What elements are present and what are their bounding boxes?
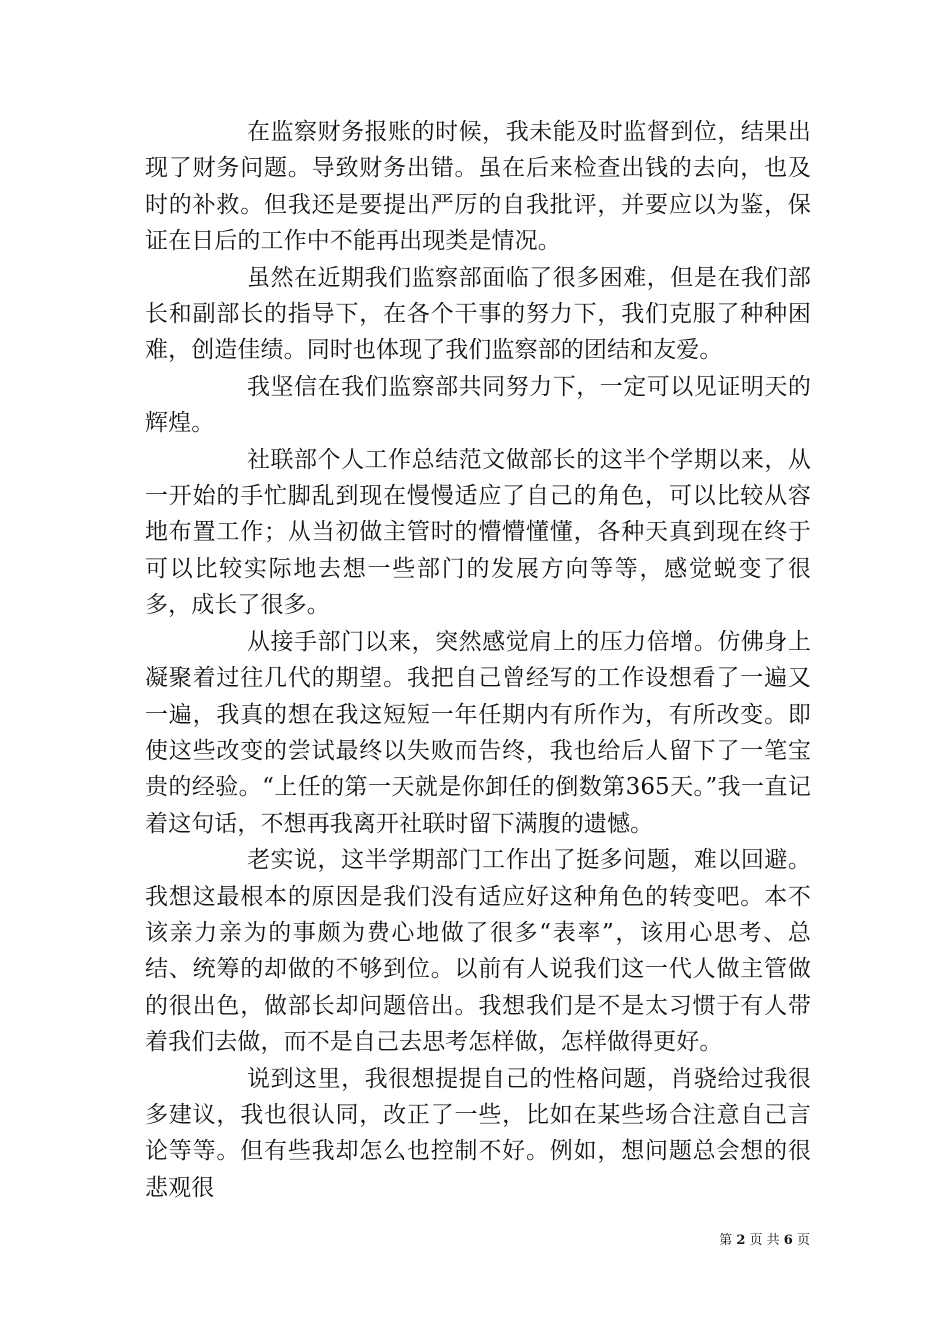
footer-middle: 页 共 bbox=[749, 1233, 780, 1248]
page-number-footer bbox=[700, 1233, 810, 1249]
paragraph: 社联部个人工作总结范文做部长的这半个学期以来，从一开始的手忙脚乱到现在慢慢适应了自己的角色，可以比较从容地布置工作；从当初做主管时的懵懵懂懂，各种天真到现在终于可以比较实际地去想一些部门的发展方向等等，感觉蜕变了很多，成长了很多。 bbox=[145, 446, 811, 619]
total-page-count: 6 bbox=[783, 1233, 793, 1248]
paragraph: 从接手部门以来，突然感觉肩上的压力倍增。仿佛身上凝聚着过往几代的期望。我把自己曾经写的工作设想看了一遍又一遍，我真的想在我这短短一年任期内有所作为，有所改变。即使这些改变的尝试最终以失败而告终，我也给后人留下了一笔宝贵的经验。“上任的第一天就是你卸任的倒数第365天。”我一直记着这句话，不想再我离开社联时留下满腹的遗憾。 bbox=[145, 628, 811, 837]
paragraph: 虽然在近期我们监察部面临了很多困难，但是在我们部长和副部长的指导下，在各个干事的努力下，我们克服了种种困难，创造佳绩。同时也体现了我们监察部的团结和友爱。 bbox=[145, 264, 811, 364]
paragraph: 在监察财务报账的时候，我未能及时监督到位，结果出现了财务问题。导致财务出错。虽在后来检查出钱的去向，也及时的补救。但我还是要提出严厉的自我批评，并要应以为鉴，保证在日后的工作中不能再出现类是情况。 bbox=[145, 119, 811, 255]
current-page-number: 2 bbox=[736, 1233, 746, 1248]
paragraph: 说到这里，我很想提提自己的性格问题，肖骁给过我很多建议，我也很认同，改正了一些，比如在某些场合注意自己言论等等。但有些我却怎么也控制不好。例如，想问题总会想的很悲观很 bbox=[145, 1065, 811, 1201]
footer-prefix: 第 bbox=[719, 1233, 733, 1248]
footer-suffix: 页 bbox=[796, 1233, 810, 1248]
paragraph: 老实说，这半学期部门工作出了挺多问题，难以回避。我想这最根本的原因是我们没有适应好这种角色的转变吧。本不该亲力亲为的事颇为费心地做了很多“表率”，该用心思考、总结、统筹的却做的不够到位。以前有人说我们这一代人做主管做的很出色，做部长却问题倍出。我想我们是不是太习惯于有人带着我们去做，而不是自己去思考怎样做，怎样做得更好。 bbox=[145, 847, 811, 1056]
paragraph: 我坚信在我们监察部共同努力下，一定可以见证明天的辉煌。 bbox=[145, 373, 811, 437]
document-body bbox=[145, 114, 811, 1206]
